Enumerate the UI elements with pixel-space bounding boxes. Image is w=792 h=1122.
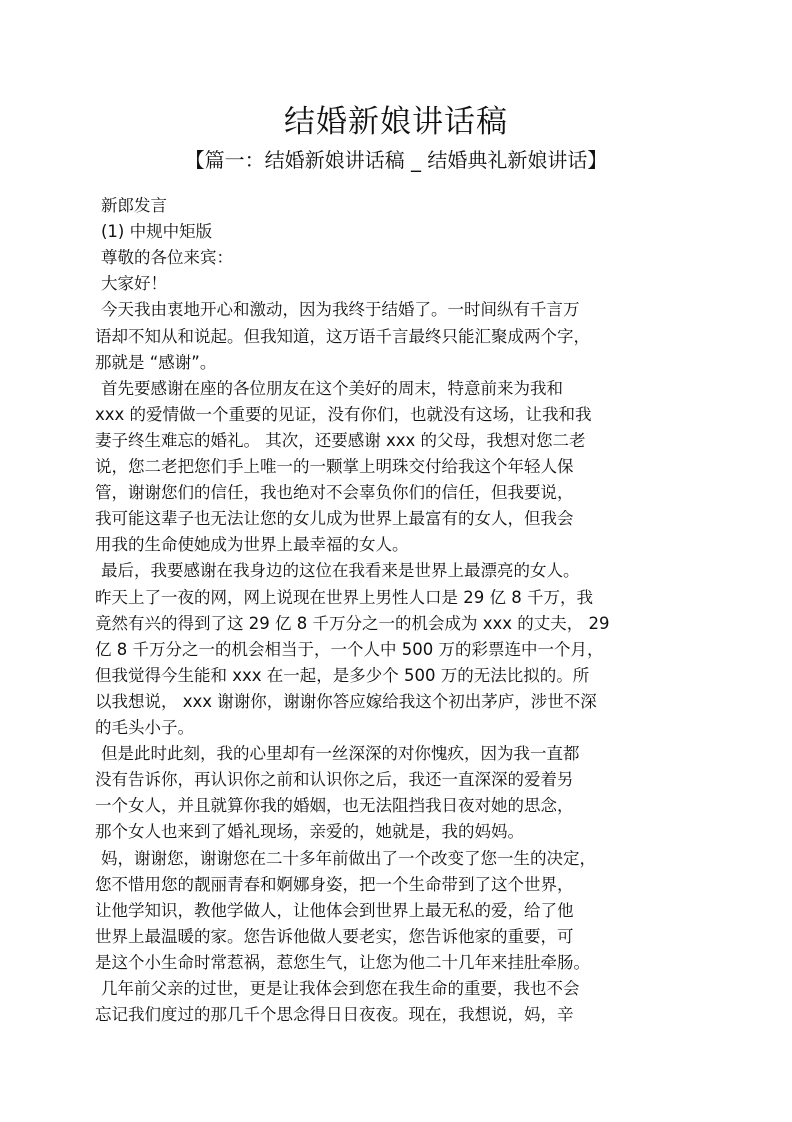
- body-line: 但我觉得今生能和 xxx 在一起，是多少个 500 万的无法比拟的。所: [95, 665, 590, 685]
- body-line: 您不惜用您的靓丽青春和婀娜身姿，把一个生命带到了这个世界，: [95, 874, 574, 894]
- body-line: 我可能这辈子也无法让您的女儿成为世界上最富有的女人，但我会: [95, 509, 574, 529]
- body-line: 首先要感谢在座的各位朋友在这个美好的周末，特意前来为我和: [101, 378, 563, 398]
- body-line: 但是此时此刻，我的心里却有一丝深深的对你愧疚，因为我一直都: [101, 744, 580, 764]
- body-line: 一个女人，并且就算你我的婚姻，也无法阻挡我日夜对她的思念，: [95, 796, 574, 816]
- body-line: 最后，我要感谢在我身边的这位在我看来是世界上最漂亮的女人。: [101, 561, 580, 581]
- document-subtitle: 【篇一：结婚新娘讲话稿 _ 结婚典礼新娘讲话】: [184, 148, 608, 172]
- body-line: 用我的生命使她成为世界上最幸福的女人。: [95, 535, 409, 555]
- body-line: 几年前父亲的过世，更是让我体会到您在我生命的重要，我也不会: [101, 979, 580, 998]
- body-line: xxx 的爱情做一个重要的见证，没有你们，也就没有这场，让我和我: [95, 404, 592, 424]
- body-line: 今天我由衷地开心和激动，因为我终于结婚了。一时间纵有千言万: [101, 300, 580, 320]
- body-line: 没有告诉你，再认识你之前和认识你之后，我还一直深深的爱着另: [95, 770, 574, 790]
- body-line: 亿 8 千万分之一的机会相当于，一个人中 500 万的彩票连中一个月，: [95, 639, 604, 659]
- body-line: 是这个小生命时常惹祸，惹您生气，让您为他二十几年来挂肚牵肠。: [95, 952, 590, 972]
- body-line: 妻子终生难忘的婚礼。 其次，还要感谢 xxx 的父母，我想对您二老: [95, 430, 586, 450]
- body-line: 尊敬的各位来宾：: [101, 248, 233, 268]
- body-line: 那就是 “感谢”。: [95, 352, 217, 372]
- body-line: 那个女人也来到了婚礼现场，亲爱的，她就是，我的妈妈。: [95, 822, 524, 842]
- body-line: 新郎发言: [101, 196, 167, 215]
- body-line: 妈，谢谢您，谢谢您在二十多年前做出了一个改变了您一生的决定，: [101, 848, 596, 868]
- body-line: 忘记我们度过的那几千个思念得日日夜夜。现在，我想说，妈，辛: [95, 1005, 574, 1025]
- body-line: (1) 中规中矩版: [101, 222, 213, 242]
- body-line: 世界上最温暖的家。您告诉他做人要老实，您告诉他家的重要，可: [95, 926, 574, 946]
- body-line: 昨天上了一夜的网，网上说现在世界上男性人口是 29 亿 8 千万，我: [95, 587, 593, 607]
- body-line: 的毛头小子。: [95, 718, 194, 737]
- body-line: 管，谢谢您们的信任，我也绝对不会辜负你们的信任，但我要说，: [95, 483, 574, 503]
- body-line: 让他学知识，教他学做人，让他体会到世界上最无私的爱，给了他: [95, 900, 574, 920]
- body-line: 竟然有兴的得到了这 29 亿 8 千万分之一的机会成为 xxx 的丈夫， 29: [95, 613, 610, 633]
- body-line: 以我想说， xxx 谢谢你，谢谢你答应嫁给我这个初出茅庐，涉世不深: [95, 691, 597, 711]
- body-line: 大家好！: [101, 274, 167, 294]
- body-line: 说，您二老把您们手上唯一的一颗掌上明珠交付给我这个年轻人保: [95, 457, 574, 476]
- document-title: 结婚新娘讲话稿: [284, 104, 508, 140]
- body-line: 语却不知从和说起。但我知道，这万语千言最终只能汇聚成两个字，: [95, 326, 590, 346]
